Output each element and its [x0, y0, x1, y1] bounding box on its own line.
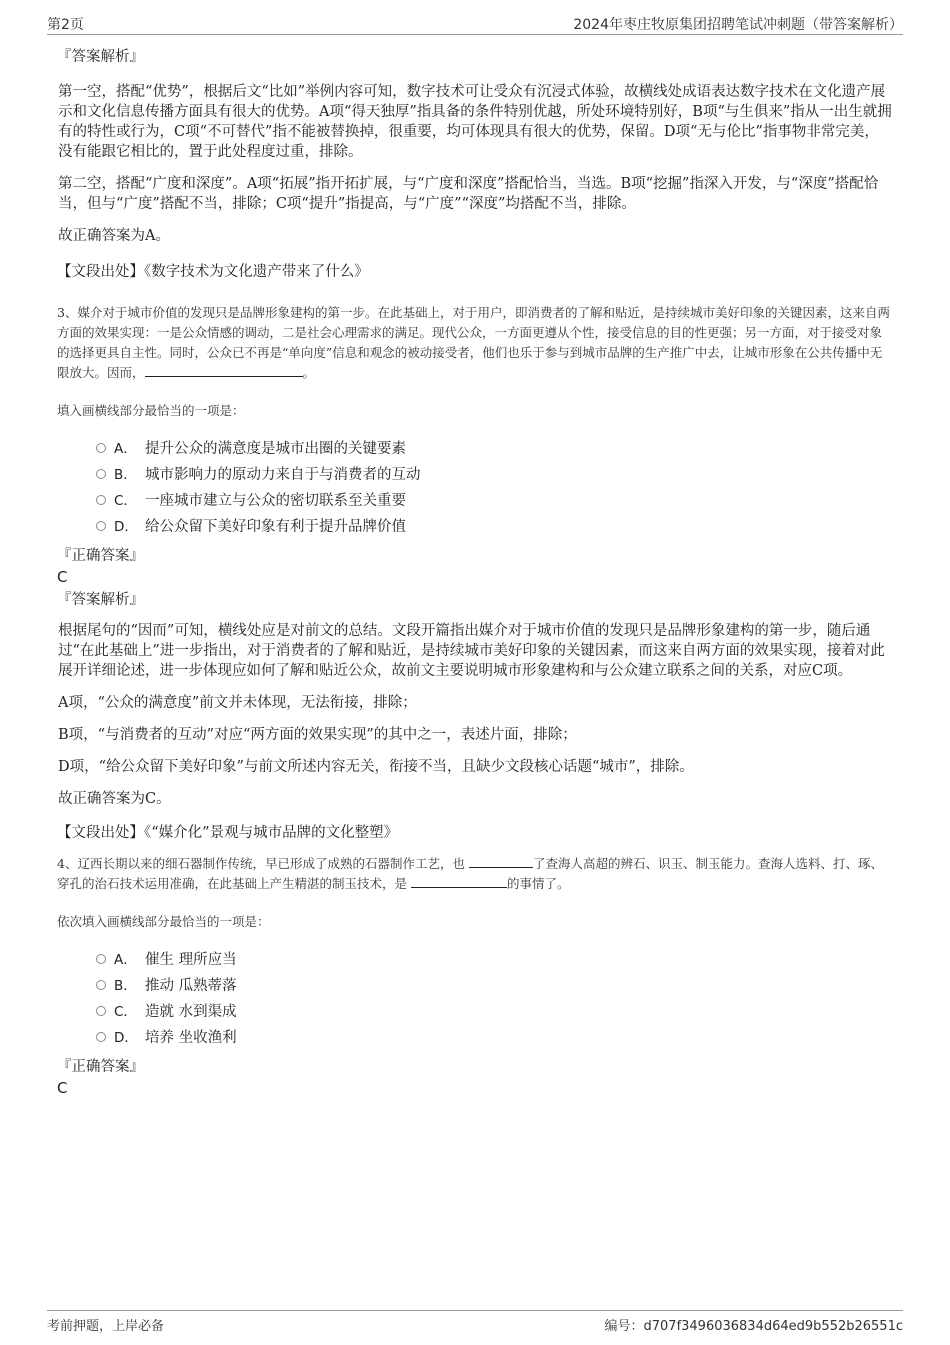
document-id: 编号：d707f3496036834d64ed9b552b26551c	[604, 1319, 903, 1334]
footer-slogan: 考前押题，上岸必备	[47, 1319, 165, 1334]
analysis-heading: 『答案解析』	[57, 49, 144, 65]
page-number: 第2页	[47, 17, 84, 33]
question-text: 4、辽西长期以来的细石器制作传统，早已形成了成熟的石器制作工艺，也	[57, 856, 465, 871]
analysis-paragraph: D项，“给公众留下美好印象”与前文所述内容无关，衔接不当，且缺少文段核心话题“城市”，排除。	[58, 759, 694, 775]
radio-icon[interactable]	[96, 980, 106, 990]
analysis-paragraph: B项，“与消费者的互动”对应“两方面的效果实现”的其中之一，表述片面，排除；	[58, 727, 577, 743]
option-text: 一座城市建立与公众的密切联系至关重要	[145, 493, 406, 509]
fill-blank	[411, 875, 507, 888]
option-text: 推动 瓜熟蒂落	[145, 978, 237, 994]
option-a[interactable]	[57, 946, 893, 972]
option-d[interactable]	[57, 513, 893, 539]
fill-blank	[469, 855, 533, 868]
analysis-heading: 『答案解析』	[57, 592, 144, 608]
question-text: 了查海人高超的辨石、识玉、制玉能力。查海人选料、打、琢、穿孔的治石技术运用准确，在此基础上产生精湛的制玉技术，是	[57, 856, 883, 891]
option-letter: D．	[114, 519, 138, 535]
radio-icon[interactable]	[96, 469, 106, 479]
question-instruction: 填入画横线部分最恰当的一项是：	[57, 403, 245, 418]
option-letter: A．	[114, 952, 137, 968]
option-text: 给公众留下美好印象有利于提升品牌价值	[145, 519, 406, 535]
document-body	[57, 42, 893, 1098]
question-text-end: 的事情了。	[507, 876, 570, 891]
fill-blank	[145, 364, 303, 377]
question-stem	[57, 303, 893, 383]
question-instruction: 依次填入画横线部分最恰当的一项是：	[57, 914, 270, 929]
option-c[interactable]	[57, 998, 893, 1024]
radio-icon[interactable]	[96, 1032, 106, 1042]
correct-answer: C	[57, 568, 68, 586]
option-b[interactable]	[57, 461, 893, 487]
option-text: 催生 理所应当	[145, 952, 237, 968]
analysis-paragraph: 第二空，搭配“广度和深度”。A项“拓展”指开拓扩展，与“广度和深度”搭配恰当，当选。B项“挖掘”指深入开发，与“深度”搭配恰当，但与“广度”搭配不当，排除；C项“提升”指提高，与“广度”“深度”均搭配不当，排除。	[58, 176, 879, 212]
option-letter: A．	[114, 441, 137, 457]
radio-icon[interactable]	[96, 954, 106, 964]
option-text: 提升公众的满意度是城市出圈的关键要素	[145, 441, 406, 457]
option-letter: B．	[114, 978, 137, 994]
question-stem	[57, 854, 893, 894]
question-text: 3、媒介对于城市价值的发现只是品牌形象建构的第一步。在此基础上，对于用户，即消费者的了解和贴近，是持续城市美好印象的关键因素，这来自两方面的效果实现：一是公众情感的调动，二是社会心理需求的满足。现代公众，一方面更遵从个性，接受信息的目的性更强；另一方面，对于接受对象的选择更具自主性。同时，公众已不再是“单向度”信息和观念的被动接受者，他们也乐于参与到城市品牌的生产推广中去，让城市形象在公共传播中无限放大。因而，	[57, 305, 890, 380]
question-text-end: 。	[302, 365, 316, 380]
radio-icon[interactable]	[96, 443, 106, 453]
option-letter: C．	[114, 493, 137, 509]
source-citation: 【文段出处】《数字技术为文化遗产带来了什么》	[57, 264, 369, 280]
analysis-paragraph: 第一空，搭配“优势”，根据后文“比如”举例内容可知，数字技术可让受众有沉浸式体验，故横线处成语表达数字技术在文化遗产展示和文化信息传播方面具有很大的优势。A项“得天独厚”指具备的条件特别优越，所处环境特别好，B项“与生俱来”指从一出生就拥有的特性或行为，C项“不可替代”指不能被替换掉，很重要，均可体现具有很大的优势，保留。D项“无与伦比”指事物非常完美，没有能跟它相比的，置于此处程度过重，排除。	[58, 84, 892, 160]
option-list	[57, 946, 893, 1050]
option-letter: C．	[114, 1004, 137, 1020]
option-text: 城市影响力的原动力来自于与消费者的互动	[145, 467, 421, 483]
analysis-paragraph: A项，“公众的满意度”前文并未体现，无法衔接，排除；	[58, 695, 417, 711]
option-b[interactable]	[57, 972, 893, 998]
option-letter: D．	[114, 1030, 138, 1046]
option-letter: B．	[114, 467, 137, 483]
option-text: 培养 坐收渔利	[145, 1030, 237, 1046]
analysis-paragraph: 根据尾句的“因而”可知，横线处应是对前文的总结。文段开篇指出媒介对于城市价值的发现只是品牌形象建构的第一步，随后通过“在此基础上”进一步指出，对于消费者的了解和贴近，是持续城市美好印象的关键因素，而这来自两方面的效果实现，接着对此展开详细论述，进一步体现应如何了解和贴近公众，故前文主要说明城市形象建构和与公众建立联系之间的关系，对应C项。	[58, 623, 885, 679]
document-title: 2024年枣庄牧原集团招聘笔试冲刺题（带答案解析）	[573, 17, 903, 33]
source-citation: 【文段出处】《“媒介化”景观与城市品牌的文化整塑》	[57, 825, 399, 841]
answer-conclusion: 故正确答案为A。	[58, 228, 170, 244]
option-c[interactable]	[57, 487, 893, 513]
option-a[interactable]	[57, 435, 893, 461]
correct-answer-heading: 『正确答案』	[57, 548, 144, 564]
page-footer	[47, 1310, 903, 1334]
page-header	[47, 12, 903, 35]
option-text: 造就 水到渠成	[145, 1004, 237, 1020]
radio-icon[interactable]	[96, 1006, 106, 1016]
option-d[interactable]	[57, 1024, 893, 1050]
correct-answer-heading: 『正确答案』	[57, 1059, 144, 1075]
answer-conclusion: 故正确答案为C。	[58, 791, 171, 807]
option-list	[57, 435, 893, 539]
correct-answer: C	[57, 1079, 68, 1097]
radio-icon[interactable]	[96, 495, 106, 505]
radio-icon[interactable]	[96, 521, 106, 531]
